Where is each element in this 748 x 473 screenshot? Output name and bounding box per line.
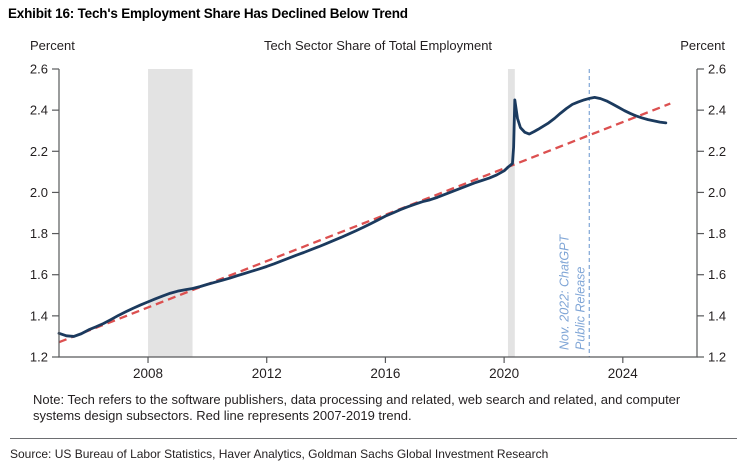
left-axis-unit-label: Percent — [30, 38, 75, 53]
left-y-tick-label: 2.0 — [29, 184, 48, 200]
recession-band — [148, 69, 193, 357]
x-tick-label: 2008 — [132, 366, 164, 381]
x-tick-label: 2024 — [607, 366, 638, 381]
right-y-tick-label: 2.0 — [708, 184, 727, 200]
left-y-tick-label: 1.4 — [29, 308, 48, 324]
right-y-tick-label: 2.2 — [708, 143, 727, 159]
left-y-tick-label: 1.2 — [29, 349, 48, 365]
right-axis-unit-label: Percent — [680, 38, 725, 53]
right-y-tick-label: 1.4 — [708, 308, 727, 324]
chart-title: Tech Sector Share of Total Employment — [263, 38, 493, 53]
left-y-tick-label: 1.8 — [29, 226, 48, 242]
chart-plot — [0, 60, 748, 400]
source-text: Source: US Bureau of Labor Statistics, Haver Analytics, Goldman Sachs Global Investment Research — [10, 447, 549, 461]
left-y-tick-label: 1.6 — [29, 267, 48, 283]
x-tick-label: 2020 — [489, 366, 520, 381]
exhibit-title: Exhibit 16: Tech's Employment Share Has Declined Below Trend — [8, 6, 408, 21]
right-y-tick-label: 1.2 — [708, 349, 727, 365]
x-tick-label: 2012 — [251, 366, 282, 381]
left-y-tick-label: 2.6 — [29, 61, 48, 77]
x-tick-label: 2016 — [370, 366, 401, 381]
right-y-tick-label: 1.8 — [708, 226, 727, 242]
right-y-tick-label: 2.4 — [708, 102, 727, 118]
note-text: Note: Tech refers to the software publishers, data processing and related, web search and related, and computer systems design subsectors. Red line represents 2007-2019 trend. — [33, 392, 681, 423]
right-y-tick-label: 1.6 — [708, 267, 727, 283]
right-y-tick-label: 2.6 — [708, 61, 727, 77]
left-y-tick-label: 2.4 — [29, 102, 48, 118]
source-divider — [10, 438, 737, 439]
left-y-tick-label: 2.2 — [29, 143, 48, 159]
chatgpt-release-label: Nov. 2022: ChatGPT Public Release — [557, 234, 588, 350]
